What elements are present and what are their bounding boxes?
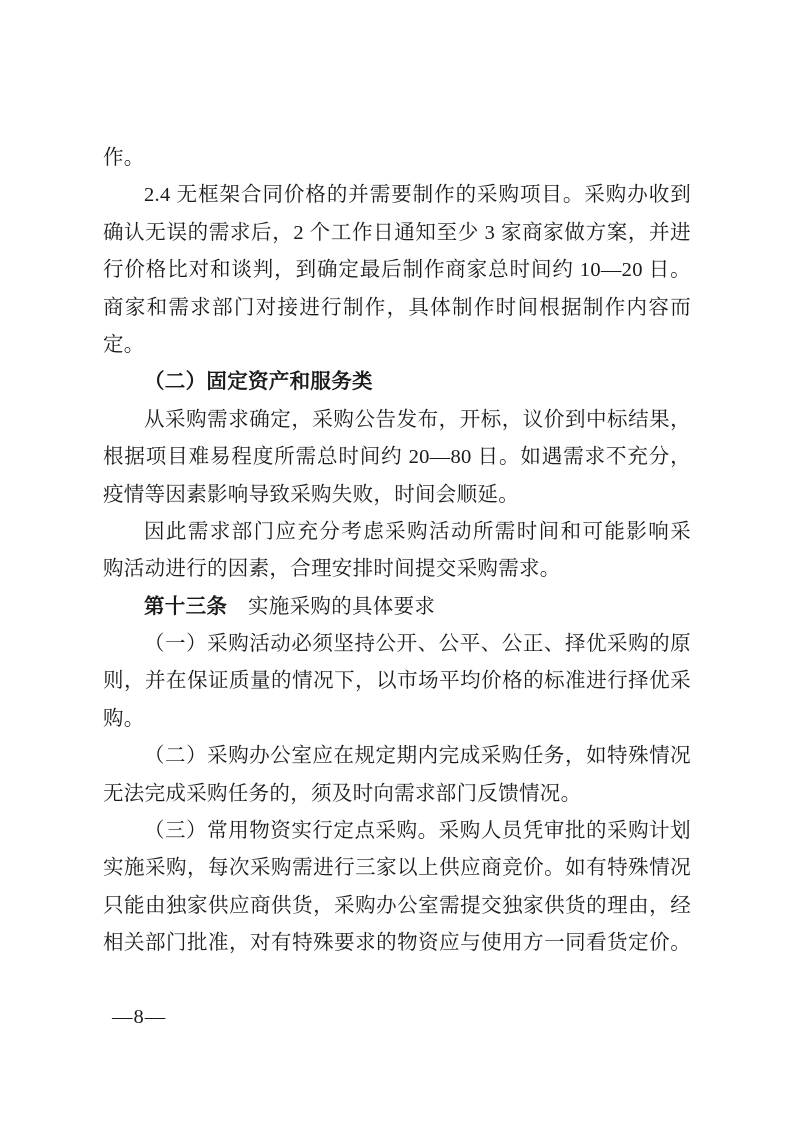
paragraph: 则，并在保证质量的情况下，以市场平均价格的标准进行择优采	[103, 670, 691, 693]
paragraph: 实施采购，每次采购需进行三家以上供应商竞价。如有特殊情况	[103, 857, 691, 880]
document-content	[103, 140, 691, 963]
paragraph: （一）采购活动必须坚持公开、公平、公正、择优采购的原	[144, 633, 691, 656]
clause-title: 实施采购的具体要求	[227, 595, 436, 618]
paragraph: 从采购需求确定，采购公告发布，开标，议价到中标结果，	[144, 408, 691, 431]
paragraph: 定。	[103, 333, 145, 356]
paragraph: 疫情等因素影响导致采购失败，时间会顺延。	[103, 483, 519, 506]
paragraph-continuation: 作。	[103, 147, 145, 169]
paragraph: 因此需求部门应充分考虑采购活动所需时间和可能影响采	[144, 520, 691, 543]
paragraph: 无法完成采购任务的，须及时向需求部门反馈情况。	[103, 782, 582, 805]
clause-heading	[103, 589, 691, 626]
paragraph: （三）常用物资实行定点采购。采购人员凭审批的采购计划	[144, 820, 691, 843]
paragraph: 购。	[103, 707, 145, 730]
paragraph: 只能由独家供应商供货，采购办公室需提交独家供货的理由，经	[103, 894, 691, 917]
paragraph: 行价格比对和谈判，到确定最后制作商家总时间约 10—20 日。	[103, 259, 691, 282]
paragraph: 2.4 无框架合同价格的并需要制作的采购项目。采购办收到	[144, 184, 691, 207]
paragraph: 确认无误的需求后，2 个工作日通知至少 3 家商家做方案，并进	[103, 221, 691, 244]
page-number: —8—	[112, 1006, 167, 1028]
paragraph: 根据项目难易程度所需总时间约 20—80 日。如遇需求不充分，	[103, 446, 691, 469]
section-heading: （二）固定资产和服务类	[144, 371, 373, 394]
paragraph: （二）采购办公室应在规定期内完成采购任务，如特殊情况	[144, 745, 691, 768]
clause-number: 第十三条	[144, 595, 228, 618]
paragraph: 商家和需求部门对接进行制作，具体制作时间根据制作内容而	[103, 296, 691, 319]
paragraph: 相关部门批准，对有特殊要求的物资应与使用方一同看货定价。	[103, 932, 691, 955]
paragraph: 购活动进行的因素，合理安排时间提交采购需求。	[103, 558, 561, 581]
